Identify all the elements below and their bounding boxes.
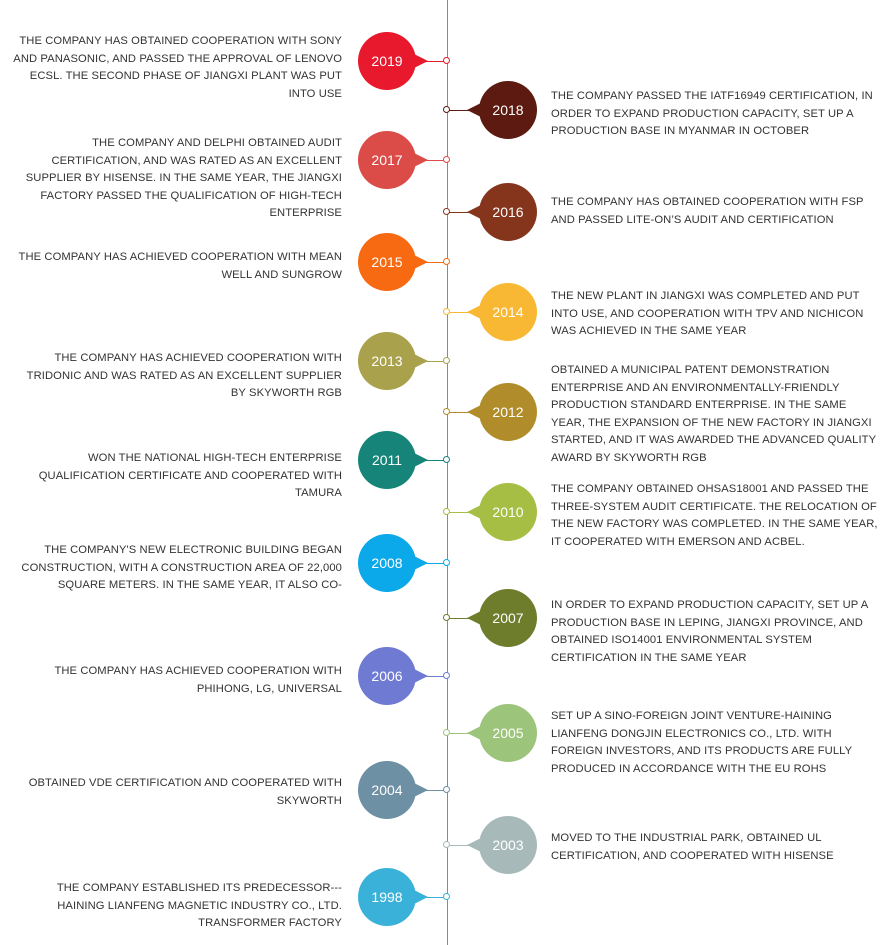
year-marker [358,761,416,819]
event-description: SET UP A SINO-FOREIGN JOINT VENTURE-HAINING LIANFENG DONGJIN ELECTRONICS CO., LTD. WITH FOREIGN INVESTORS, AND ITS PRODUCTS ARE FULLY PRODUCED IN ACCORDANCE WITH THE EU ROHS [551,710,853,775]
year-marker [358,131,416,189]
event-description: THE COMPANY AND DELPHI OBTAINED AUDIT CERTIFICATION, AND WAS RATED AS AN EXCELLENT SUPPLIER BY HISENSE. IN THE SAME YEAR, THE JIANGXI FACTORY PASSED THE QUALIFICATION OF HIGH-TECH ENTERPRISE [25,137,342,219]
event-description: THE COMPANY HAS OBTAINED COOPERATION WITH SONY AND PANASONIC, AND PASSED THE APPROVAL OF LENOVO ECSL. THE SECOND PHASE OF JIANGXI PLANT WAS PUT INTO USE [13,35,342,100]
year-label: 2005 [492,725,524,741]
axis-dot [443,456,450,463]
year-marker [358,431,416,489]
year-label: 2012 [492,404,524,420]
axis-dot [443,893,450,900]
event-description: THE COMPANY HAS OBTAINED COOPERATION WITH FSP AND PASSED LITE-ON’S AUDIT AND CERTIFICATION [551,196,864,226]
axis-dot [443,614,450,621]
axis-dot [443,308,450,315]
year-label: 2013 [371,353,403,369]
year-label: 2015 [371,254,403,270]
event-description: OBTAINED VDE CERTIFICATION AND COOPERATED WITH SKYWORTH [28,777,342,807]
year-marker [358,233,416,291]
year-marker [358,647,416,705]
year-marker [479,483,537,541]
year-marker [479,383,537,441]
event-description: THE COMPANY HAS ACHIEVED COOPERATION WITH MEAN WELL AND SUNGROW [18,251,342,281]
year-label: 2010 [492,504,524,520]
year-label: 2003 [492,837,524,853]
year-label: 2019 [371,53,403,69]
year-marker [479,816,537,874]
year-label: 2014 [492,304,524,320]
year-marker [358,32,416,90]
event-description: THE COMPANY ESTABLISHED ITS PREDECESSOR---HAINING LIANFENG MAGNETIC INDUSTRY CO., LTD. TRANSFORMER FACTORY [56,882,342,929]
event-description: THE COMPANY HAS ACHIEVED COOPERATION WITH PHIHONG, LG, UNIVERSAL [54,665,342,695]
event-description: WON THE NATIONAL HIGH-TECH ENTERPRISE QUALIFICATION CERTIFICATE AND COOPERATED WITH TAMURA [38,452,342,499]
year-marker [479,704,537,762]
year-label: 2008 [371,555,403,571]
axis-dot [443,672,450,679]
year-label: 2016 [492,204,524,220]
axis-dot [443,156,450,163]
year-marker [479,81,537,139]
event-description: THE COMPANY'S NEW ELECTRONIC BUILDING BEGAN CONSTRUCTION, WITH A CONSTRUCTION AREA OF 22,000 SQUARE METERS. IN THE SAME YEAR, IT ALSO CO- [21,544,342,591]
event-description: THE COMPANY OBTAINED OHSAS18001 AND PASSED THE THREE-SYSTEM AUDIT CERTIFICATE. THE RELOCATION OF THE NEW FACTORY WAS COMPLETED. IN THE SAME YEAR, IT COOPERATED WITH EMERSON AND ACBEL. [551,483,878,548]
year-label: 1998 [371,889,403,905]
year-label: 2017 [371,152,403,168]
axis-dot [443,841,450,848]
axis-dot [443,559,450,566]
timeline-axis [447,0,448,945]
year-label: 2011 [371,452,403,468]
year-label: 2004 [371,782,403,798]
event-description: OBTAINED A MUNICIPAL PATENT DEMONSTRATION ENTERPRISE AND AN ENVIRONMENTALLY-FRIENDLY PRODUCTION STANDARD ENTERPRISE. IN THE SAME YEAR, THE EXPANSION OF THE NEW FACTORY IN JIANGXI STARTED, AND IT WAS AWARDED THE ADVANCED QUALITY AWARD BY SKYWORTH RGB [551,364,876,464]
year-marker [479,589,537,647]
year-marker [479,183,537,241]
year-label: 2018 [492,102,524,118]
axis-dot [443,729,450,736]
axis-dot [443,258,450,265]
axis-dot [443,208,450,215]
year-marker [479,283,537,341]
axis-dot [443,357,450,364]
axis-dot [443,106,450,113]
event-description: IN ORDER TO EXPAND PRODUCTION CAPACITY, SET UP A PRODUCTION BASE IN LEPING, JIANGXI PROVINCE, AND OBTAINED ISO14001 ENVIRONMENTAL SYSTEM CERTIFICATION IN THE SAME YEAR [551,599,868,664]
event-description: THE NEW PLANT IN JIANGXI WAS COMPLETED AND PUT INTO USE, AND COOPERATION WITH TPV AND NICHICON WAS ACHIEVED IN THE SAME YEAR [551,290,864,337]
axis-dot [443,786,450,793]
axis-dot [443,508,450,515]
year-marker [358,868,416,926]
event-description: THE COMPANY HAS ACHIEVED COOPERATION WITH TRIDONIC AND WAS RATED AS AN EXCELLENT SUPPLIER BY SKYWORTH RGB [26,352,342,399]
year-label: 2007 [492,610,524,626]
year-label: 2006 [371,668,403,684]
event-description: THE COMPANY PASSED THE IATF16949 CERTIFICATION, IN ORDER TO EXPAND PRODUCTION CAPACITY, SET UP A PRODUCTION BASE IN MYANMAR IN OCTOBER [551,90,873,137]
axis-dot [443,408,450,415]
axis-dot [443,57,450,64]
event-description: MOVED TO THE INDUSTRIAL PARK, OBTAINED UL CERTIFICATION, AND COOPERATED WITH HISENSE [551,832,834,862]
year-marker [358,332,416,390]
year-marker [358,534,416,592]
